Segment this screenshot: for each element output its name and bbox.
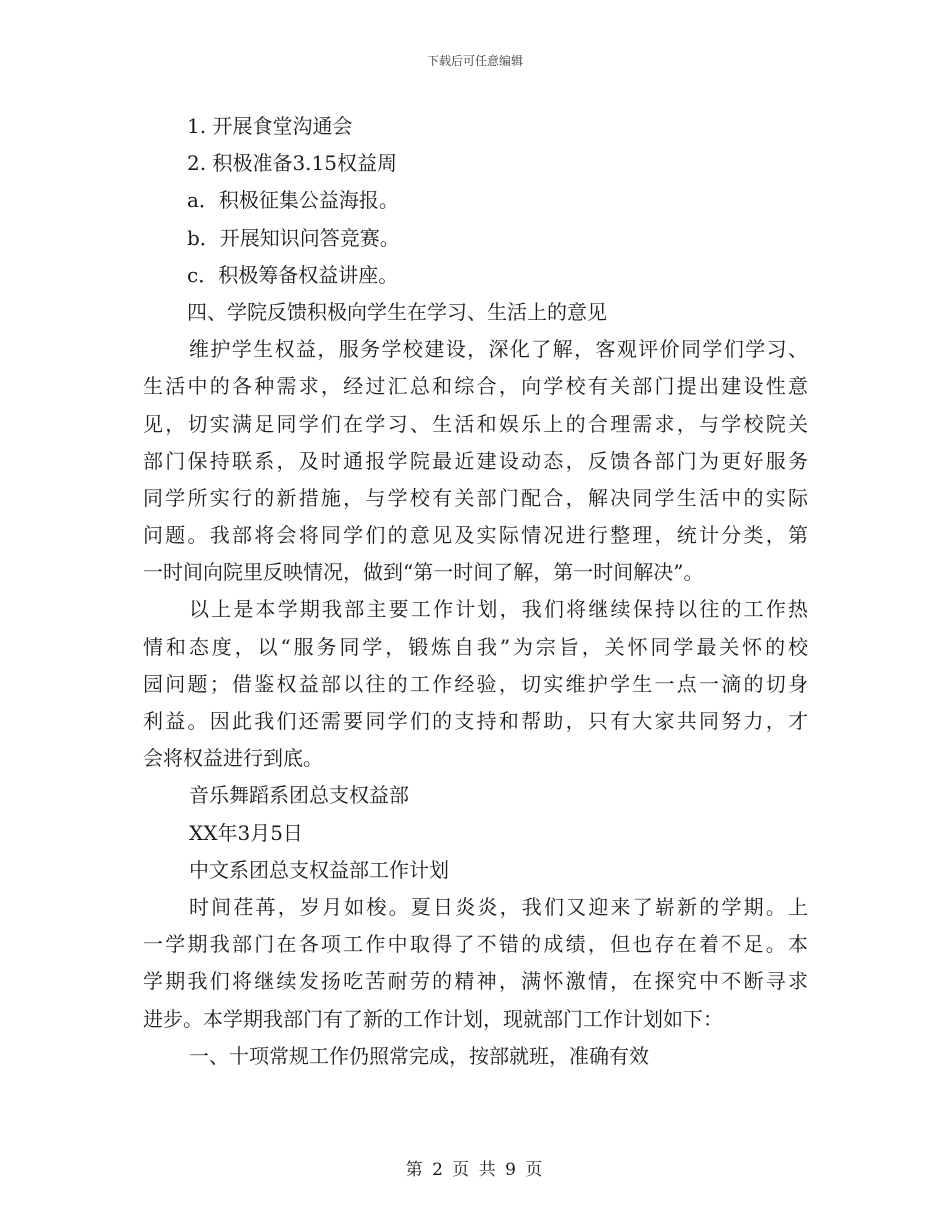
text-line: 四、学院反馈积极向学生在学习、生活上的意见 bbox=[187, 299, 607, 324]
text-line: 1. 开展食堂沟通会 bbox=[187, 114, 353, 138]
text-line: 会将权益进行到底。 bbox=[143, 746, 323, 771]
text-line: 情和态度，以“服务同学，锻炼自我”为宗旨，关怀同学最关怀的校 bbox=[143, 634, 808, 659]
text-line: 一时间向院里反映情况，做到“第一时间了解，第一时间解决”。 bbox=[143, 560, 704, 585]
text-line: 一、十项常规工作仍照常完成，按部就班，准确有效 bbox=[189, 1043, 649, 1068]
text-line: 生活中的各种需求，经过汇总和综合，向学校有关部门提出建设性意 bbox=[143, 374, 808, 399]
text-line: 中文系团总支权益部工作计划 bbox=[189, 857, 449, 882]
document-body bbox=[143, 108, 808, 1075]
text-line: 时间荏苒，岁月如梭。夏日炎炎，我们又迎来了崭新的学期。上 bbox=[189, 894, 808, 919]
text-line: 问题。我部将会将同学们的意见及实际情况进行整理，统计分类，第 bbox=[143, 523, 808, 548]
text-line: b．开展知识问答竞赛。 bbox=[187, 225, 400, 250]
text-line: XX年3月5日 bbox=[189, 820, 303, 845]
page-header: 下载后可任意编辑 bbox=[426, 54, 523, 68]
text-line: c．积极筹备权益讲座。 bbox=[187, 262, 399, 287]
text-line: 一学期我部门在各项工作中取得了不错的成绩，但也存在着不足。本 bbox=[143, 932, 808, 957]
text-line: 维护学生权益，服务学校建设，深化了解，客观评价同学们学习、 bbox=[189, 337, 808, 362]
text-line: 学期我们将继续发扬吃苦耐劳的精神，满怀激情，在探究中不断寻求 bbox=[143, 969, 808, 994]
text-line: 以上是本学期我部主要工作计划，我们将继续保持以往的工作热 bbox=[189, 597, 808, 622]
text-line: 园问题；借鉴权益部以往的工作经验，切实维护学生一点一滴的切身 bbox=[143, 671, 808, 696]
page-footer: 第 2 页 共 9 页 bbox=[405, 1160, 545, 1180]
text-line: 见，切实满足同学们在学习、生活和娱乐上的合理需求，与学校院关 bbox=[143, 411, 808, 436]
text-line: a．积极征集公益海报。 bbox=[187, 188, 399, 213]
text-line: 部门保持联系，及时通报学院最近建设动态，反馈各部门为更好服务 bbox=[143, 448, 808, 473]
text-line: 2. 积极准备3.15权益周 bbox=[187, 151, 397, 176]
text-line: 音乐舞蹈系团总支权益部 bbox=[189, 783, 409, 808]
text-line: 同学所实行的新措施，与学校有关部门配合，解决同学生活中的实际 bbox=[143, 485, 808, 510]
text-line: 利益。因此我们还需要同学们的支持和帮助，只有大家共同努力，才 bbox=[143, 709, 808, 733]
text-line: 进步。本学期我部门有了新的工作计划，现就部门工作计划如下： bbox=[143, 1006, 723, 1031]
